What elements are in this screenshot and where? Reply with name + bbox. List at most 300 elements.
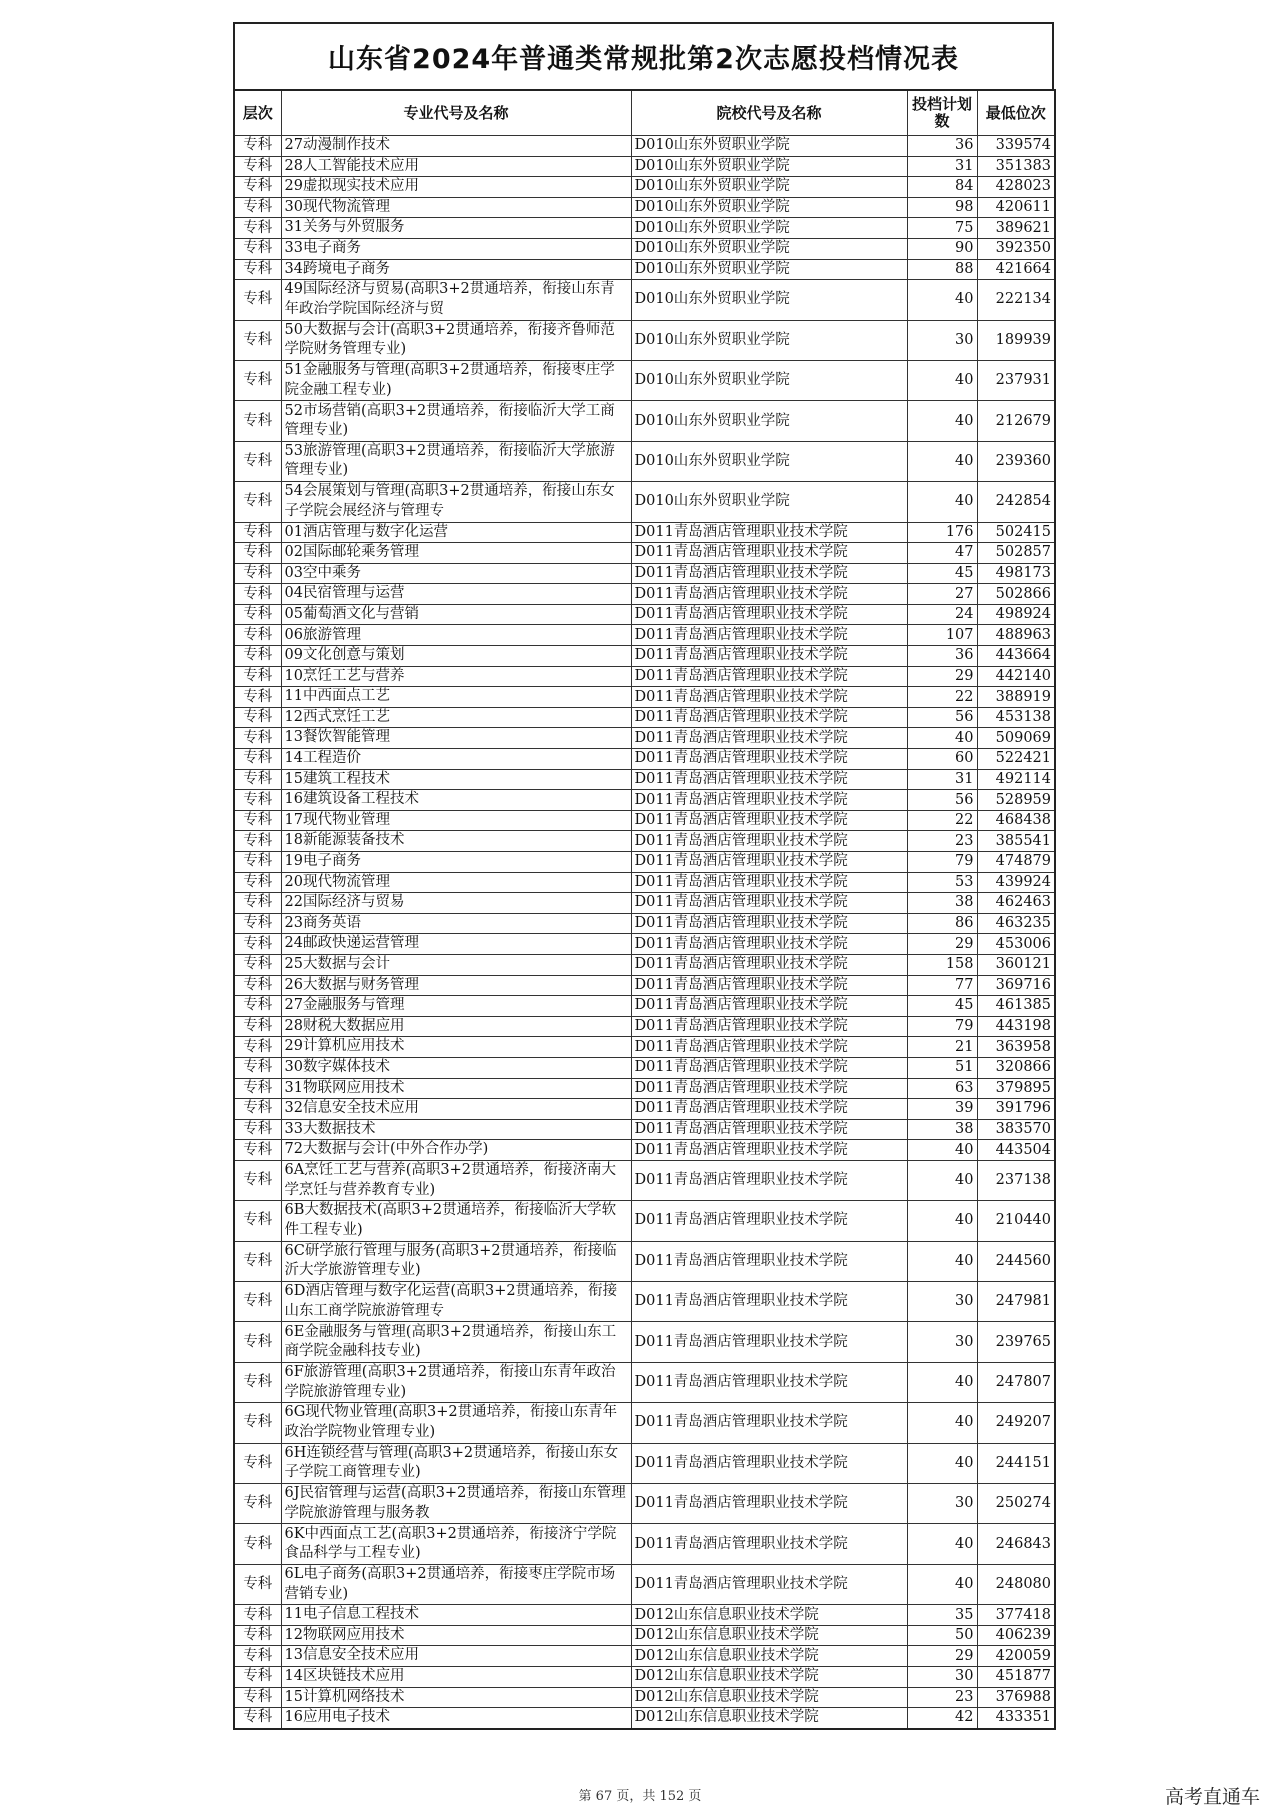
- table-row: [234, 646, 1055, 667]
- cell-rank: 443664: [977, 646, 1055, 667]
- cell-school: D011青岛酒店管理职业技术学院: [631, 1078, 907, 1099]
- cell-plan: 40: [907, 1140, 977, 1161]
- cell-plan: 29: [907, 934, 977, 955]
- cell-plan: 31: [907, 156, 977, 177]
- table-row: [234, 1646, 1055, 1667]
- table-row: [234, 996, 1055, 1017]
- table-row: [234, 563, 1055, 584]
- table-row: [234, 441, 1055, 481]
- cell-school: D011青岛酒店管理职业技术学院: [631, 1099, 907, 1120]
- cell-major: 23商务英语: [281, 913, 631, 934]
- cell-rank: 492114: [977, 769, 1055, 790]
- cell-plan: 63: [907, 1078, 977, 1099]
- cell-school: D011青岛酒店管理职业技术学院: [631, 913, 907, 934]
- cell-plan: 40: [907, 482, 977, 522]
- table-row: [234, 769, 1055, 790]
- cell-plan: 75: [907, 218, 977, 239]
- table-row: [234, 1362, 1055, 1402]
- cell-plan: 40: [907, 401, 977, 441]
- cell-major: 09文化创意与策划: [281, 646, 631, 667]
- cell-school: D011青岛酒店管理职业技术学院: [631, 1322, 907, 1362]
- cell-school: D011青岛酒店管理职业技术学院: [631, 893, 907, 914]
- cell-plan: 90: [907, 238, 977, 259]
- cell-level: 专科: [234, 218, 281, 239]
- cell-rank: 248080: [977, 1564, 1055, 1604]
- cell-level: 专科: [234, 156, 281, 177]
- cell-major: 22国际经济与贸易: [281, 893, 631, 914]
- cell-rank: 391796: [977, 1099, 1055, 1120]
- cell-level: 专科: [234, 1403, 281, 1443]
- cell-level: 专科: [234, 563, 281, 584]
- cell-level: 专科: [234, 790, 281, 811]
- header-plan: 投档计划数: [907, 90, 977, 136]
- cell-school: D011青岛酒店管理职业技术学院: [631, 1484, 907, 1524]
- cell-rank: 453006: [977, 934, 1055, 955]
- cell-school: D010山东外贸职业学院: [631, 156, 907, 177]
- page-footer: 第 67 页，共 152 页: [578, 1789, 702, 1804]
- cell-plan: 23: [907, 831, 977, 852]
- cell-major: 54会展策划与管理(高职3+2贯通培养，衔接山东女子学院会展经济与管理专: [281, 482, 631, 522]
- cell-major: 34跨境电子商务: [281, 259, 631, 280]
- cell-major: 6H连锁经营与管理(高职3+2贯通培养，衔接山东女子学院工商管理专业): [281, 1443, 631, 1483]
- cell-rank: 376988: [977, 1687, 1055, 1708]
- cell-school: D011青岛酒店管理职业技术学院: [631, 1016, 907, 1037]
- cell-plan: 88: [907, 259, 977, 280]
- cell-school: D011青岛酒店管理职业技术学院: [631, 1201, 907, 1241]
- cell-rank: 463235: [977, 913, 1055, 934]
- table-row: [234, 666, 1055, 687]
- cell-rank: 388919: [977, 687, 1055, 708]
- cell-school: D011青岛酒店管理职业技术学院: [631, 604, 907, 625]
- cell-level: 专科: [234, 1687, 281, 1708]
- cell-level: 专科: [234, 1201, 281, 1241]
- cell-major: 05葡萄酒文化与营销: [281, 604, 631, 625]
- cell-major: 49国际经济与贸易(高职3+2贯通培养，衔接山东青年政治学院国际经济与贸: [281, 280, 631, 320]
- cell-level: 专科: [234, 749, 281, 770]
- cell-major: 30数字媒体技术: [281, 1057, 631, 1078]
- table-row: [234, 1282, 1055, 1322]
- cell-plan: 38: [907, 1119, 977, 1140]
- table-row: [234, 1708, 1055, 1729]
- table-row: [234, 136, 1055, 157]
- cell-rank: 474879: [977, 852, 1055, 873]
- cell-rank: 351383: [977, 156, 1055, 177]
- cell-rank: 222134: [977, 280, 1055, 320]
- table-row: [234, 831, 1055, 852]
- cell-rank: 247807: [977, 1362, 1055, 1402]
- cell-level: 专科: [234, 280, 281, 320]
- cell-major: 14工程造价: [281, 749, 631, 770]
- cell-school: D011青岛酒店管理职业技术学院: [631, 1057, 907, 1078]
- cell-school: D010山东外贸职业学院: [631, 482, 907, 522]
- cell-plan: 84: [907, 177, 977, 198]
- cell-school: D012山东信息职业技术学院: [631, 1708, 907, 1729]
- cell-level: 专科: [234, 1078, 281, 1099]
- cell-level: 专科: [234, 441, 281, 481]
- cell-school: D011青岛酒店管理职业技术学院: [631, 687, 907, 708]
- cell-rank: 502857: [977, 543, 1055, 564]
- table-row: [234, 728, 1055, 749]
- cell-major: 15计算机网络技术: [281, 1687, 631, 1708]
- cell-level: 专科: [234, 625, 281, 646]
- cell-major: 12西式烹饪工艺: [281, 707, 631, 728]
- cell-plan: 22: [907, 687, 977, 708]
- cell-major: 10烹饪工艺与营养: [281, 666, 631, 687]
- cell-rank: 249207: [977, 1403, 1055, 1443]
- cell-rank: 369716: [977, 975, 1055, 996]
- table-row: [234, 1484, 1055, 1524]
- cell-level: 专科: [234, 646, 281, 667]
- cell-level: 专科: [234, 1708, 281, 1729]
- cell-plan: 30: [907, 1484, 977, 1524]
- cell-level: 专科: [234, 1362, 281, 1402]
- cell-school: D010山东外贸职业学院: [631, 259, 907, 280]
- cell-level: 专科: [234, 197, 281, 218]
- table-row: [234, 852, 1055, 873]
- cell-major: 33大数据技术: [281, 1119, 631, 1140]
- cell-rank: 247981: [977, 1282, 1055, 1322]
- cell-major: 53旅游管理(高职3+2贯通培养，衔接临沂大学旅游管理专业): [281, 441, 631, 481]
- cell-plan: 40: [907, 1403, 977, 1443]
- cell-level: 专科: [234, 482, 281, 522]
- cell-school: D011青岛酒店管理职业技术学院: [631, 1037, 907, 1058]
- cell-school: D011青岛酒店管理职业技术学院: [631, 563, 907, 584]
- cell-rank: 360121: [977, 954, 1055, 975]
- cell-level: 专科: [234, 177, 281, 198]
- cell-major: 31关务与外贸服务: [281, 218, 631, 239]
- cell-plan: 50: [907, 1625, 977, 1646]
- cell-rank: 421664: [977, 259, 1055, 280]
- cell-level: 专科: [234, 666, 281, 687]
- cell-rank: 237931: [977, 360, 1055, 400]
- cell-level: 专科: [234, 522, 281, 543]
- cell-level: 专科: [234, 769, 281, 790]
- cell-level: 专科: [234, 1037, 281, 1058]
- cell-level: 专科: [234, 1160, 281, 1200]
- cell-plan: 30: [907, 1666, 977, 1687]
- cell-level: 专科: [234, 360, 281, 400]
- cell-level: 专科: [234, 810, 281, 831]
- cell-level: 专科: [234, 996, 281, 1017]
- table-body: [234, 136, 1055, 1729]
- cell-plan: 40: [907, 280, 977, 320]
- cell-level: 专科: [234, 687, 281, 708]
- cell-level: 专科: [234, 872, 281, 893]
- cell-plan: 30: [907, 320, 977, 360]
- table-row: [234, 1160, 1055, 1200]
- cell-major: 12物联网应用技术: [281, 1625, 631, 1646]
- cell-major: 14区块链技术应用: [281, 1666, 631, 1687]
- cell-level: 专科: [234, 1322, 281, 1362]
- table-row: [234, 197, 1055, 218]
- cell-school: D011青岛酒店管理职业技术学院: [631, 1241, 907, 1281]
- cell-major: 6A烹饪工艺与营养(高职3+2贯通培养，衔接济南大学烹饪与营养教育专业): [281, 1160, 631, 1200]
- cell-plan: 40: [907, 360, 977, 400]
- cell-major: 33电子商务: [281, 238, 631, 259]
- cell-rank: 377418: [977, 1605, 1055, 1626]
- table-row: [234, 975, 1055, 996]
- cell-major: 50大数据与会计(高职3+2贯通培养，衔接齐鲁师范学院财务管理专业): [281, 320, 631, 360]
- cell-plan: 40: [907, 1201, 977, 1241]
- table-row: [234, 1078, 1055, 1099]
- cell-plan: 40: [907, 1443, 977, 1483]
- cell-plan: 79: [907, 852, 977, 873]
- cell-rank: 339574: [977, 136, 1055, 157]
- cell-level: 专科: [234, 1484, 281, 1524]
- cell-plan: 176: [907, 522, 977, 543]
- cell-school: D011青岛酒店管理职业技术学院: [631, 543, 907, 564]
- cell-rank: 488963: [977, 625, 1055, 646]
- cell-major: 01酒店管理与数字化运营: [281, 522, 631, 543]
- cell-school: D010山东外贸职业学院: [631, 401, 907, 441]
- cell-plan: 56: [907, 707, 977, 728]
- table-row: [234, 810, 1055, 831]
- cell-major: 25大数据与会计: [281, 954, 631, 975]
- table-row: [234, 954, 1055, 975]
- cell-level: 专科: [234, 852, 281, 873]
- cell-major: 11电子信息工程技术: [281, 1605, 631, 1626]
- cell-rank: 443504: [977, 1140, 1055, 1161]
- cell-plan: 36: [907, 646, 977, 667]
- cell-plan: 35: [907, 1605, 977, 1626]
- cell-major: 24邮政快递运营管理: [281, 934, 631, 955]
- cell-school: D010山东外贸职业学院: [631, 177, 907, 198]
- cell-rank: 320866: [977, 1057, 1055, 1078]
- cell-level: 专科: [234, 934, 281, 955]
- cell-plan: 31: [907, 769, 977, 790]
- cell-plan: 77: [907, 975, 977, 996]
- cell-school: D012山东信息职业技术学院: [631, 1646, 907, 1667]
- cell-major: 13餐饮智能管理: [281, 728, 631, 749]
- cell-major: 29计算机应用技术: [281, 1037, 631, 1058]
- cell-school: D011青岛酒店管理职业技术学院: [631, 1282, 907, 1322]
- cell-major: 29虚拟现实技术应用: [281, 177, 631, 198]
- cell-major: 15建筑工程技术: [281, 769, 631, 790]
- table-row: [234, 1057, 1055, 1078]
- cell-major: 6J民宿管理与运营(高职3+2贯通培养，衔接山东管理学院旅游管理与服务教: [281, 1484, 631, 1524]
- cell-level: 专科: [234, 1625, 281, 1646]
- table-row: [234, 360, 1055, 400]
- cell-plan: 30: [907, 1282, 977, 1322]
- cell-plan: 40: [907, 1241, 977, 1281]
- cell-major: 27动漫制作技术: [281, 136, 631, 157]
- cell-level: 专科: [234, 831, 281, 852]
- cell-plan: 36: [907, 136, 977, 157]
- cell-major: 28财税大数据应用: [281, 1016, 631, 1037]
- table-row: [234, 482, 1055, 522]
- table-row: [234, 1625, 1055, 1646]
- cell-rank: 389621: [977, 218, 1055, 239]
- cell-school: D011青岛酒店管理职业技术学院: [631, 934, 907, 955]
- cell-plan: 107: [907, 625, 977, 646]
- cell-school: D011青岛酒店管理职业技术学院: [631, 1119, 907, 1140]
- cell-school: D011青岛酒店管理职业技术学院: [631, 996, 907, 1017]
- cell-school: D010山东外贸职业学院: [631, 197, 907, 218]
- cell-plan: 47: [907, 543, 977, 564]
- cell-rank: 468438: [977, 810, 1055, 831]
- cell-rank: 498173: [977, 563, 1055, 584]
- cell-school: D011青岛酒店管理职业技术学院: [631, 1524, 907, 1564]
- cell-school: D010山东外贸职业学院: [631, 218, 907, 239]
- cell-level: 专科: [234, 1564, 281, 1604]
- cell-major: 16建筑设备工程技术: [281, 790, 631, 811]
- cell-rank: 239765: [977, 1322, 1055, 1362]
- table-header-row: [234, 90, 1055, 136]
- cell-rank: 502415: [977, 522, 1055, 543]
- header-major: 专业代号及名称: [281, 90, 631, 136]
- cell-level: 专科: [234, 543, 281, 564]
- cell-school: D010山东外贸职业学院: [631, 136, 907, 157]
- table-row: [234, 707, 1055, 728]
- cell-rank: 461385: [977, 996, 1055, 1017]
- header-level: 层次: [234, 90, 281, 136]
- cell-plan: 45: [907, 996, 977, 1017]
- cell-level: 专科: [234, 975, 281, 996]
- cell-school: D011青岛酒店管理职业技术学院: [631, 975, 907, 996]
- table-row: [234, 401, 1055, 441]
- cell-level: 专科: [234, 1016, 281, 1037]
- table-row: [234, 522, 1055, 543]
- cell-major: 17现代物业管理: [281, 810, 631, 831]
- cell-plan: 39: [907, 1099, 977, 1120]
- cell-school: D011青岛酒店管理职业技术学院: [631, 1564, 907, 1604]
- table-row: [234, 1099, 1055, 1120]
- cell-rank: 528959: [977, 790, 1055, 811]
- cell-plan: 27: [907, 584, 977, 605]
- cell-school: D011青岛酒店管理职业技术学院: [631, 749, 907, 770]
- header-school: 院校代号及名称: [631, 90, 907, 136]
- cell-school: D012山东信息职业技术学院: [631, 1666, 907, 1687]
- cell-major: 26大数据与财务管理: [281, 975, 631, 996]
- cell-school: D011青岛酒店管理职业技术学院: [631, 954, 907, 975]
- cell-rank: 420059: [977, 1646, 1055, 1667]
- cell-rank: 439924: [977, 872, 1055, 893]
- cell-rank: 244560: [977, 1241, 1055, 1281]
- cell-major: 6B大数据技术(高职3+2贯通培养，衔接临沂大学软件工程专业): [281, 1201, 631, 1241]
- cell-school: D010山东外贸职业学院: [631, 320, 907, 360]
- cell-rank: 246843: [977, 1524, 1055, 1564]
- cell-rank: 379895: [977, 1078, 1055, 1099]
- cell-major: 30现代物流管理: [281, 197, 631, 218]
- cell-major: 27金融服务与管理: [281, 996, 631, 1017]
- cell-major: 02国际邮轮乘务管理: [281, 543, 631, 564]
- table-row: [234, 280, 1055, 320]
- cell-level: 专科: [234, 913, 281, 934]
- cell-level: 专科: [234, 604, 281, 625]
- cell-school: D011青岛酒店管理职业技术学院: [631, 872, 907, 893]
- cell-rank: 453138: [977, 707, 1055, 728]
- cell-level: 专科: [234, 1099, 281, 1120]
- cell-school: D011青岛酒店管理职业技术学院: [631, 852, 907, 873]
- cell-school: D011青岛酒店管理职业技术学院: [631, 707, 907, 728]
- cell-plan: 30: [907, 1322, 977, 1362]
- table-row: [234, 238, 1055, 259]
- cell-school: D010山东外贸职业学院: [631, 238, 907, 259]
- table-row: [234, 1403, 1055, 1443]
- table-row: [234, 1524, 1055, 1564]
- table-row: [234, 604, 1055, 625]
- cell-school: D011青岛酒店管理职业技术学院: [631, 1160, 907, 1200]
- cell-school: D012山东信息职业技术学院: [631, 1687, 907, 1708]
- table-row: [234, 913, 1055, 934]
- cell-plan: 79: [907, 1016, 977, 1037]
- cell-major: 6L电子商务(高职3+2贯通培养，衔接枣庄学院市场营销专业): [281, 1564, 631, 1604]
- cell-rank: 210440: [977, 1201, 1055, 1241]
- cell-rank: 433351: [977, 1708, 1055, 1729]
- cell-major: 6C研学旅行管理与服务(高职3+2贯通培养，衔接临沂大学旅游管理专业): [281, 1241, 631, 1281]
- cell-level: 专科: [234, 238, 281, 259]
- cell-school: D010山东外贸职业学院: [631, 280, 907, 320]
- cell-rank: 237138: [977, 1160, 1055, 1200]
- cell-school: D011青岛酒店管理职业技术学院: [631, 1443, 907, 1483]
- cell-school: D011青岛酒店管理职业技术学院: [631, 625, 907, 646]
- cell-level: 专科: [234, 893, 281, 914]
- cell-level: 专科: [234, 1140, 281, 1161]
- cell-rank: 522421: [977, 749, 1055, 770]
- cell-rank: 363958: [977, 1037, 1055, 1058]
- cell-major: 20现代物流管理: [281, 872, 631, 893]
- cell-level: 专科: [234, 1605, 281, 1626]
- cell-plan: 29: [907, 1646, 977, 1667]
- cell-plan: 38: [907, 893, 977, 914]
- cell-plan: 158: [907, 954, 977, 975]
- table-row: [234, 1016, 1055, 1037]
- cell-major: 6F旅游管理(高职3+2贯通培养，衔接山东青年政治学院旅游管理专业): [281, 1362, 631, 1402]
- table-row: [234, 543, 1055, 564]
- cell-major: 72大数据与会计(中外合作办学): [281, 1140, 631, 1161]
- cell-rank: 443198: [977, 1016, 1055, 1037]
- cell-plan: 40: [907, 441, 977, 481]
- cell-level: 专科: [234, 401, 281, 441]
- cell-plan: 40: [907, 728, 977, 749]
- cell-plan: 40: [907, 1564, 977, 1604]
- cell-plan: 56: [907, 790, 977, 811]
- table-row: [234, 1687, 1055, 1708]
- cell-major: 11中西面点工艺: [281, 687, 631, 708]
- cell-school: D011青岛酒店管理职业技术学院: [631, 790, 907, 811]
- cell-school: D011青岛酒店管理职业技术学院: [631, 584, 907, 605]
- table-row: [234, 584, 1055, 605]
- cell-school: D012山东信息职业技术学院: [631, 1605, 907, 1626]
- cell-level: 专科: [234, 1241, 281, 1281]
- cell-major: 04民宿管理与运营: [281, 584, 631, 605]
- cell-plan: 21: [907, 1037, 977, 1058]
- cell-level: 专科: [234, 136, 281, 157]
- cell-major: 18新能源装备技术: [281, 831, 631, 852]
- cell-major: 6G现代物业管理(高职3+2贯通培养，衔接山东青年政治学院物业管理专业): [281, 1403, 631, 1443]
- cell-rank: 212679: [977, 401, 1055, 441]
- cell-rank: 428023: [977, 177, 1055, 198]
- cell-level: 专科: [234, 259, 281, 280]
- cell-level: 专科: [234, 1666, 281, 1687]
- table-row: [234, 872, 1055, 893]
- cell-level: 专科: [234, 1282, 281, 1322]
- cell-rank: 189939: [977, 320, 1055, 360]
- cell-level: 专科: [234, 954, 281, 975]
- cell-rank: 242854: [977, 482, 1055, 522]
- cell-school: D011青岛酒店管理职业技术学院: [631, 666, 907, 687]
- cell-level: 专科: [234, 1443, 281, 1483]
- cell-level: 专科: [234, 1646, 281, 1667]
- cell-level: 专科: [234, 707, 281, 728]
- cell-plan: 42: [907, 1708, 977, 1729]
- table-row: [234, 1037, 1055, 1058]
- cell-plan: 40: [907, 1524, 977, 1564]
- table-row: [234, 1241, 1055, 1281]
- cell-school: D011青岛酒店管理职业技术学院: [631, 522, 907, 543]
- table-row: [234, 1564, 1055, 1604]
- cell-school: D010山东外贸职业学院: [631, 360, 907, 400]
